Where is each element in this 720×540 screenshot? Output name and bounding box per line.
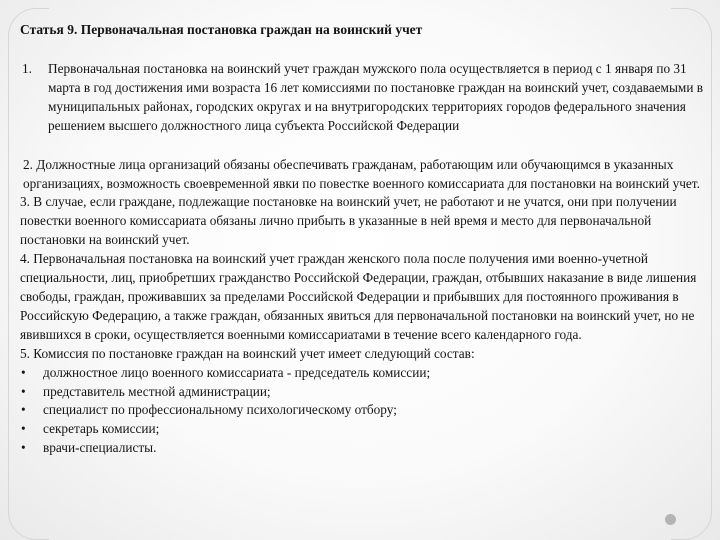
page-title: Статья 9. Первоначальная постановка граждан на воинский учет (20, 22, 423, 37)
list-item (20, 420, 708, 439)
bullet-icon: • (21, 421, 26, 437)
list-item-text: врачи-специалисты. (43, 440, 157, 456)
paragraph-4: 4. Первоначальная постановка на воинский учет граждан женского пола после получения ими военно-учетной специальности, лиц, приобретших гражданство Российской Федерации, граждан, отбывших наказание в виде лишения свободы, граждан, проживавших за пределами Российской Федерации и прибывших для постоянного проживания в Российскую Федерацию, а также граждан, обязанных явиться для первоначальной постановки на воинский учет, но не явившихся в сроки, осуществляется военными комиссариатами в течение всего календарного года. (20, 251, 697, 342)
paragraph-5: 5. Комиссия по постановке граждан на воинский учет имеет следующий состав: (20, 345, 475, 361)
list-item (20, 401, 708, 420)
list-item-text: представитель местной администрации; (43, 383, 271, 399)
list-item (20, 383, 708, 402)
bullet-icon: • (21, 402, 26, 418)
list-item-text: секретарь комиссии; (43, 421, 160, 437)
paragraph-2: 2. Должностные лица организаций обязаны обеспечивать гражданам, работающим или обучающимся в указанных организациях, возможность своевременной явки по повестке военного комиссариата для постановки на воинский учет. (23, 156, 700, 191)
bullet-icon: • (21, 383, 26, 399)
item-number: 1. (22, 61, 32, 76)
list-item-text: должностное лицо военного комиссариата - председатель комиссии; (43, 364, 431, 380)
decorative-dot-icon (665, 514, 676, 525)
bullet-icon: • (21, 364, 26, 380)
paragraph-3: 3. В случае, если граждане, подлежащие постановке на воинский учет, не работают и не учатся, они при получении повестки военного комиссариата обязаны лично прибыть в указанные в ней время и место для первоначальной постановки на воинский учет. (20, 194, 677, 248)
item-text: Первоначальная постановка на воинский учет граждан мужского пола осуществляется в период с 1 января по 31 марта в год достижения ими возраста 16 лет комиссиями по постановке граждан на воинский учет, создаваемыми в муниципальных районах, городских округах и на внутригородских территориях городов федерального значения решением высшего должностного лица субъекта Российской Федерации (48, 61, 704, 133)
commission-members-list (20, 364, 708, 459)
article-body (20, 60, 708, 458)
numbered-item-1 (20, 60, 708, 136)
list-item-text: специалист по профессиональному психологическому отбору; (43, 402, 397, 418)
list-item (20, 364, 708, 383)
bullet-icon: • (21, 440, 26, 456)
list-item (20, 439, 708, 458)
